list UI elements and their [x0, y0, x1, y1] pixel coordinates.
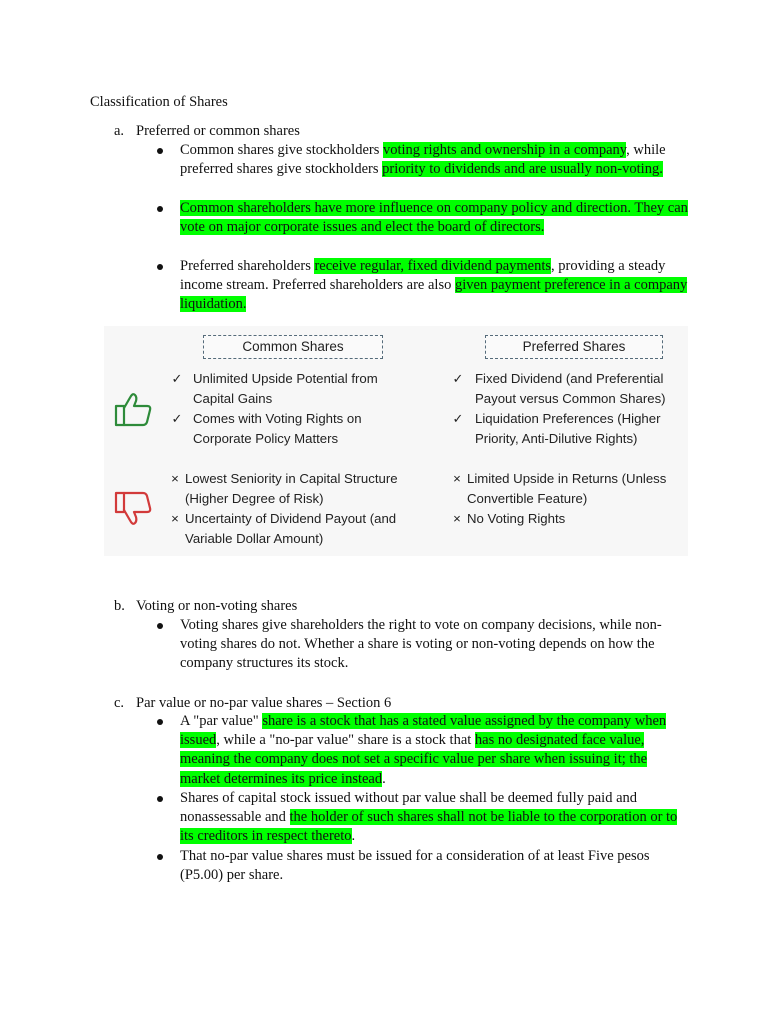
shares-comparison-figure	[104, 326, 688, 556]
section-c-bullet-1: A "par value" share is a stock that has a stated value assigned by the company when issued, while a "no-par value" share is a stock that has no designated face value, meaning the company does not set a specific value per share when issuing it; the market determines its price instead.	[180, 713, 667, 787]
highlighted-text: given payment preference in a company liquidation.	[180, 277, 688, 313]
preferred-pro-2: Liquidation Preferences (Higher Priority, Anti-Dilutive Rights)	[475, 411, 661, 446]
bullet-marker	[157, 148, 163, 154]
cross-icon: ×	[171, 471, 179, 486]
common-shares-header: Common Shares	[203, 335, 383, 359]
section-a-bullet-1: Common shares give stockholders voting rights and ownership in a company, while preferred shares give stockholders priority to dividends and are usually non-voting.	[180, 142, 666, 178]
highlighted-text: receive regular, fixed dividend payments	[314, 258, 552, 274]
bullet-marker	[157, 854, 163, 860]
section-a-bullet-2	[180, 199, 690, 237]
section-b-bullet-1: Voting shares give shareholders the right to vote on company decisions, while non-voting shares do not. Whether a share is voting or non-voting depends on how the company structures its stock.	[180, 617, 662, 672]
bullet-marker	[157, 719, 163, 725]
bullet-marker	[157, 623, 163, 629]
thumbs-down-icon	[114, 490, 154, 526]
check-icon: ✓	[171, 371, 183, 386]
section-c-heading: Par value or no-par value shares – Section 6	[136, 695, 392, 711]
highlighted-text: has no designated face value, meaning the company does not set a specific value per share when issuing it; the market determines its price instead	[180, 732, 648, 787]
section-a-bullet-3: Preferred shareholders receive regular, fixed dividend payments, providing a steady income stream. Preferred shareholders are also given payment preference in a company liquidation.	[180, 258, 688, 313]
preferred-con-2: No Voting Rights	[467, 511, 566, 526]
bullet-marker	[157, 206, 163, 212]
section-a-letter: a.	[114, 123, 125, 139]
cross-icon: ×	[171, 511, 179, 526]
check-icon: ✓	[171, 411, 183, 426]
cross-icon: ×	[453, 511, 461, 526]
thumbs-up-icon	[114, 392, 154, 428]
preferred-shares-header: Preferred Shares	[485, 335, 663, 359]
bullet-marker	[157, 264, 163, 270]
highlighted-text: voting rights and ownership in a company	[382, 142, 627, 158]
section-c-bullet-3: That no-par value shares must be issued for a consideration of at least Five pesos (P5.00) per share.	[180, 848, 650, 884]
section-b-heading: Voting or non-voting shares	[136, 598, 298, 614]
common-con-2: Uncertainty of Dividend Payout (and Variable Dollar Amount)	[185, 511, 397, 546]
highlighted-text: priority to dividends and are usually non-voting.	[382, 161, 663, 178]
cross-icon: ×	[453, 471, 461, 486]
common-con-1: Lowest Seniority in Capital Structure (Higher Degree of Risk)	[185, 471, 398, 506]
preferred-con-1: Limited Upside in Returns (Unless Convertible Feature)	[467, 471, 667, 506]
section-c-bullet-2: Shares of capital stock issued without par value shall be deemed fully paid and nonassessable and the holder of such shares shall not be liable to the corporation or to its creditors in respect thereto.	[180, 790, 678, 845]
highlighted-text: Common shareholders have more influence on company policy and direction. They can vote on major corporate issues and elect the board of directors.	[180, 200, 688, 236]
bullet-marker	[157, 796, 163, 802]
preferred-pro-1: Fixed Dividend (and Preferential Payout versus Common Shares)	[475, 371, 666, 406]
section-c-letter: c.	[114, 695, 125, 711]
check-icon: ✓	[452, 411, 464, 426]
common-pro-1: Unlimited Upside Potential from Capital Gains	[193, 371, 378, 406]
section-a-heading: Preferred or common shares	[136, 123, 300, 139]
highlighted-text: share is a stock that has a stated value assigned by the company when issued	[180, 713, 667, 749]
section-b-letter: b.	[114, 598, 125, 614]
document-title: Classification of Shares	[90, 94, 228, 110]
common-pro-2: Comes with Voting Rights on Corporate Policy Matters	[193, 411, 362, 446]
check-icon: ✓	[452, 371, 464, 386]
highlighted-text: the holder of such shares shall not be liable to the corporation or to its creditors in respect thereto	[180, 809, 678, 845]
